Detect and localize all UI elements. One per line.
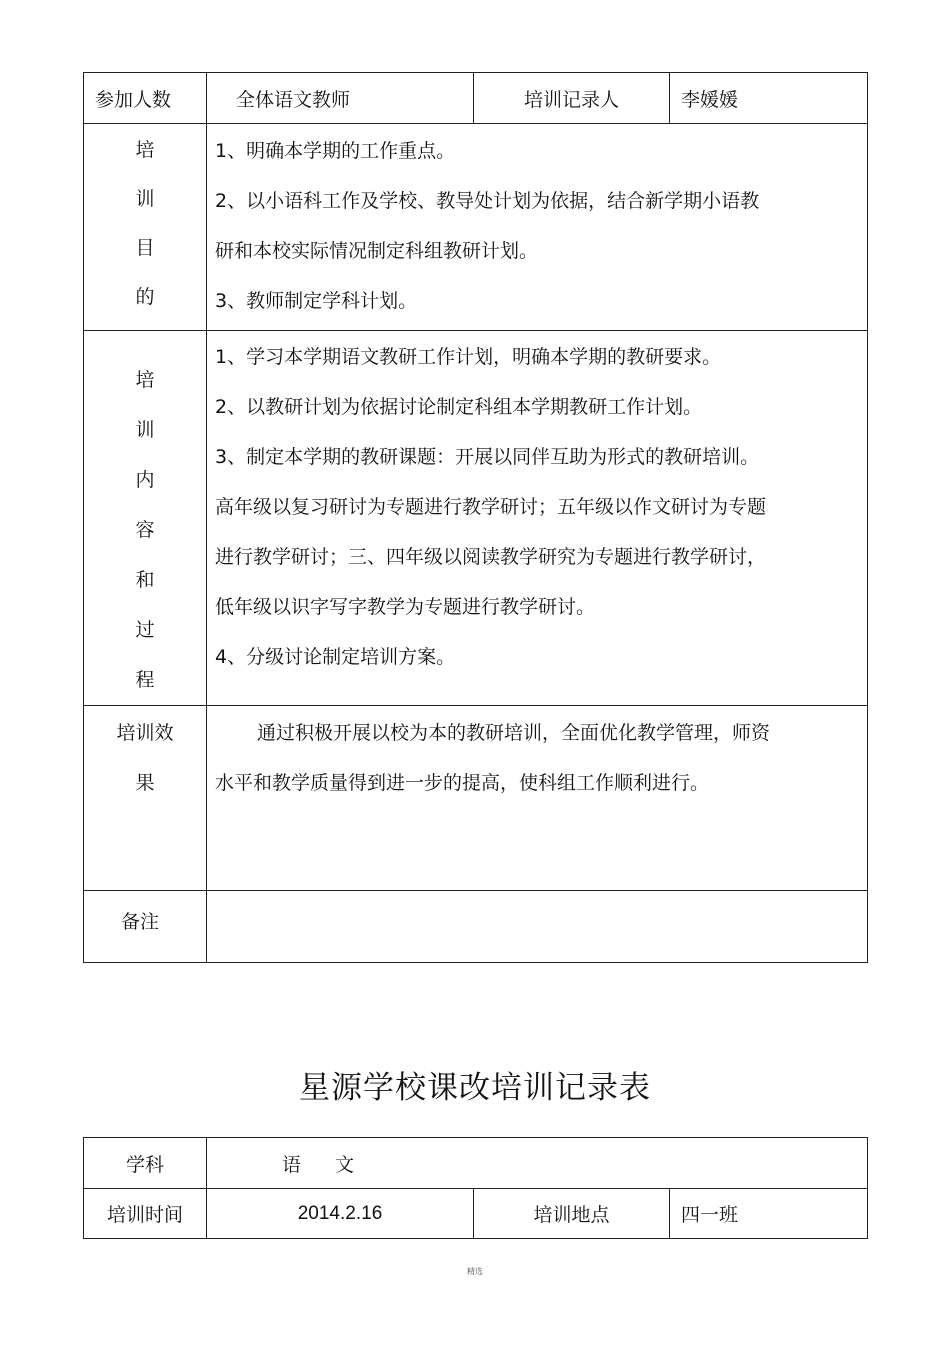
purpose-label-char: 目 xyxy=(135,237,155,259)
effect-label-line: 培训效 xyxy=(116,722,174,744)
content-label-char: 培 xyxy=(135,369,155,391)
footer-watermark: 精选 xyxy=(467,1267,483,1276)
purpose-row xyxy=(84,124,868,331)
purpose-line: 1、明确本学期的工作重点。 xyxy=(215,140,456,162)
time-label: 培训时间 xyxy=(84,1189,207,1239)
effect-row xyxy=(84,706,868,891)
subject-value-text: 语文 xyxy=(282,1153,389,1176)
purpose-label-char: 训 xyxy=(135,188,155,210)
training-record-table xyxy=(83,1137,868,1239)
training-record-table-continued xyxy=(83,72,868,963)
subject-row xyxy=(84,1138,868,1189)
effect-line: 通过积极开展以校为本的教研培训，全面优化教学管理，师资 xyxy=(257,722,771,744)
content-label-char: 程 xyxy=(135,669,155,691)
participants-label: 参加人数 xyxy=(84,73,207,124)
participants-row xyxy=(84,73,868,124)
content-line: 进行教学研讨；三、四年级以阅读教学研究为专题进行教学研讨， xyxy=(215,546,767,568)
effect-content xyxy=(207,706,868,891)
time-value: 2014.2.16 xyxy=(207,1189,474,1239)
purpose-content xyxy=(207,124,868,331)
notes-label: 备注 xyxy=(84,891,207,963)
content-label-char: 过 xyxy=(135,619,155,641)
page-title: 星源学校课改培训记录表 xyxy=(299,1070,651,1106)
content-line: 1、学习本学期语文教研工作计划，明确本学期的教研要求。 xyxy=(215,346,722,368)
participants-value: 全体语文教师 xyxy=(207,73,474,124)
content-line: 3、制定本学期的教研课题：开展以同伴互助为形式的教研培训。 xyxy=(215,446,760,468)
effect-label-line: 果 xyxy=(135,772,155,794)
purpose-label xyxy=(84,124,207,331)
subject-value xyxy=(207,1138,868,1189)
notes-value xyxy=(207,891,868,963)
purpose-line: 研和本校实际情况制定科组教研计划。 xyxy=(215,240,539,262)
effect-label xyxy=(84,706,207,891)
content-line: 低年级以识字写字教学为专题进行教学研讨。 xyxy=(215,596,596,618)
place-label: 培训地点 xyxy=(474,1189,670,1239)
place-value: 四一班 xyxy=(670,1189,868,1239)
content-label-char: 内 xyxy=(135,469,155,491)
content-line: 2、以教研计划为依据讨论制定科组本学期教研工作计划。 xyxy=(215,396,703,418)
recorder-label: 培训记录人 xyxy=(474,73,670,124)
purpose-line: 3、教师制定学科计划。 xyxy=(215,290,418,312)
notes-row xyxy=(84,891,868,963)
content-row xyxy=(84,331,868,706)
effect-line: 水平和教学质量得到进一步的提高，使科组工作顺利进行。 xyxy=(215,772,710,794)
content-label xyxy=(84,331,207,706)
content-label-char: 和 xyxy=(135,569,155,591)
content-line: 4、分级讨论制定培训方案。 xyxy=(215,646,456,668)
purpose-label-char: 的 xyxy=(135,286,155,308)
purpose-label-char: 培 xyxy=(135,139,155,161)
content-label-char: 训 xyxy=(135,419,155,441)
content-label-char: 容 xyxy=(135,519,155,541)
purpose-line: 2、以小语科工作及学校、教导处计划为依据，结合新学期小语教 xyxy=(215,190,760,212)
content-body xyxy=(207,331,868,706)
subject-label: 学科 xyxy=(84,1138,207,1189)
time-place-row xyxy=(84,1189,868,1239)
recorder-value: 李媛媛 xyxy=(670,73,868,124)
content-line: 高年级以复习研讨为专题进行教学研讨；五年级以作文研讨为专题 xyxy=(215,496,767,518)
